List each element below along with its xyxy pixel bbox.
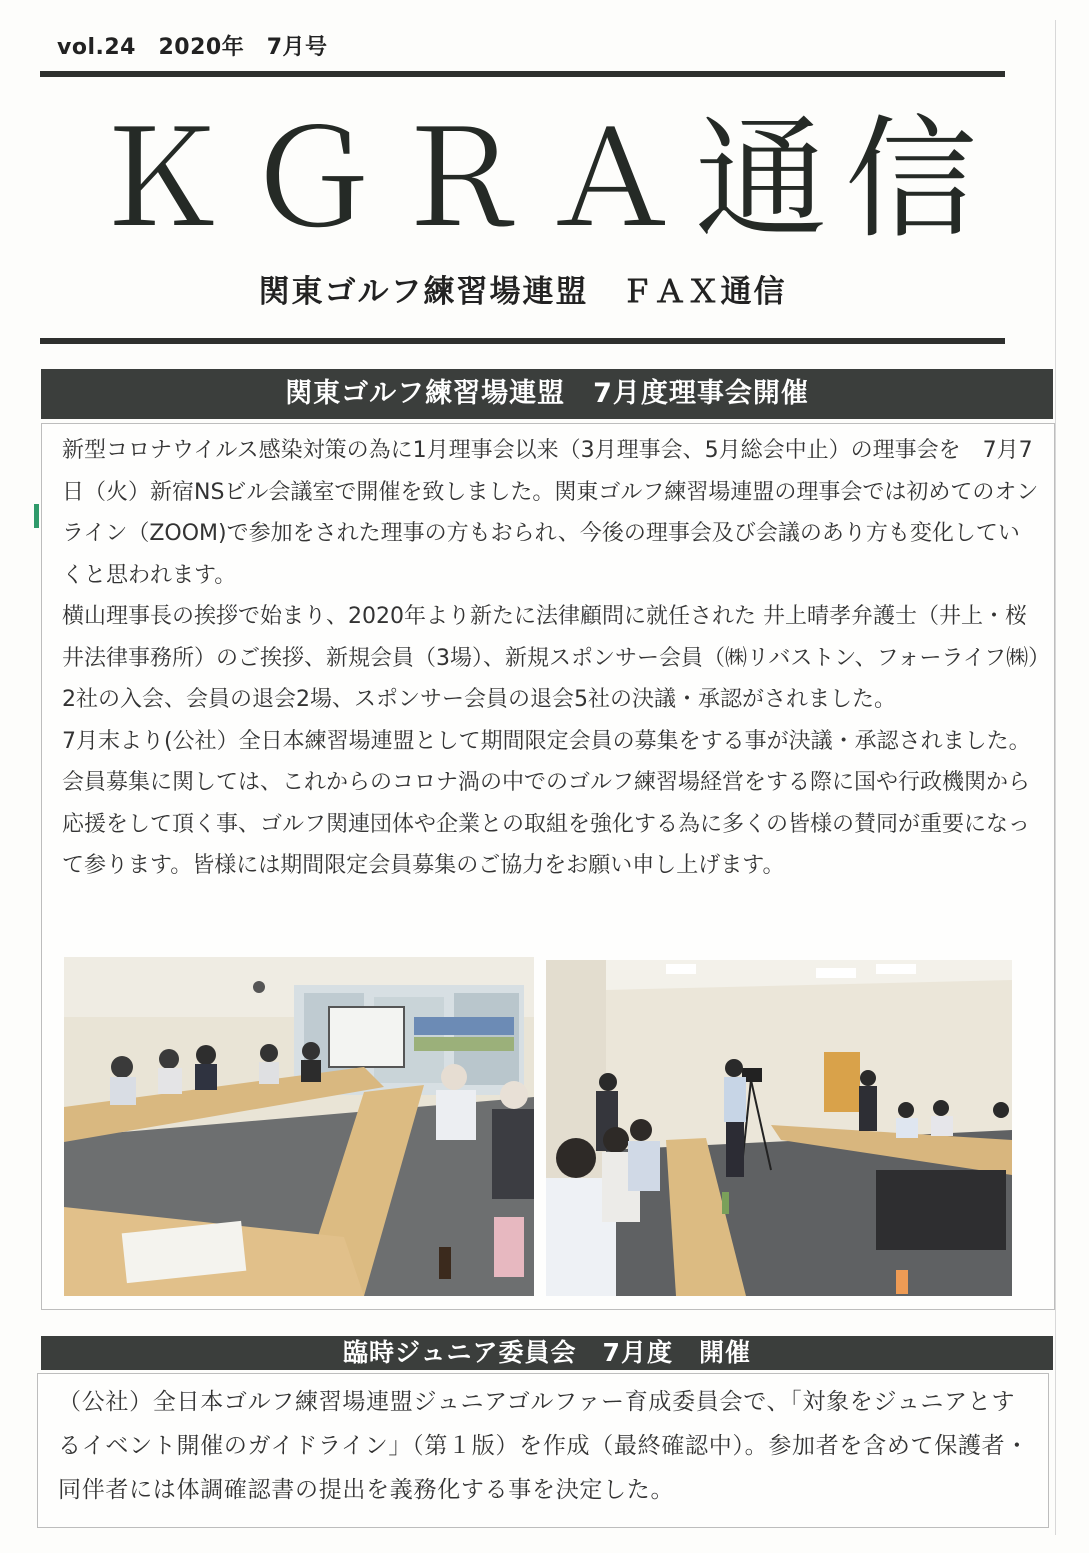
margin-mark: [34, 504, 39, 528]
junior-paragraph: （公社）全日本ゴルフ練習場連盟ジュニアゴルファー育成委員会で、「対象をジュニアとするイベント開催のガイドライン」（第１版）を作成（最終確認中）。参加者を含めて保護者・同伴者には体調確認書の提出を義務化する事を決定した。: [58, 1389, 1030, 1503]
meeting-photo-left: [64, 957, 534, 1296]
section-heading-junior-committee: 臨時ジュニア委員会 7月度 開催: [41, 1336, 1053, 1370]
issue-line: vol.24 2020年 7月号: [57, 35, 328, 60]
paragraph-2: 横山理事長の挨拶で始まり、2020年より新たに法律顧問に就任された 井上晴孝弁護士（井上・桜井法律事務所）のご挨拶、新規会員（3場）、新規スポンサー会員（㈱リバストン、フォーライフ㈱）2社の入会、会員の退会2場、スポンサー会員の退会5社の決議・承認がされました。: [62, 604, 1040, 712]
page-edge: [1055, 20, 1056, 1535]
masthead-subtitle: 関東ゴルフ練習場連盟 ＦＡＸ通信: [258, 274, 787, 310]
meeting-photo-right: [546, 960, 1012, 1296]
section-heading-board-meeting: 関東ゴルフ練習場連盟 7月度理事会開催: [41, 369, 1053, 419]
masthead-title: ＫＧＲＡ通信: [95, 103, 995, 257]
masthead-rule: [40, 338, 1005, 344]
paragraph-1: 新型コロナウイルス感染対策の為に1月理事会以来（3月理事会、5月総会中止）の理事会を 7月7日（火）新宿NSビル会議室で開催を致しました。関東ゴルフ練習場連盟の理事会では初めてのオンライン（ZOOM)で参加をされた理事の方もおられ、今後の理事会及び会議のあり方も変化していくと思われます。: [62, 438, 1039, 588]
top-rule: [40, 71, 1005, 77]
paragraph-3: 7月末より(公社）全日本練習場連盟として期間限定会員の募集をする事が決議・承認されました。会員募集に関しては、これからのコロナ渦の中でのゴルフ練習場経営をする際に国や行政機関から応援をして頂く事、ゴルフ関連団体や企業との取組を強化する為に多くの皆様の賛同が重要になって参ります。皆様には期間限定会員募集のご協力をお願い申し上げます。: [62, 728, 1031, 878]
section-body-junior-committee: [37, 1373, 1049, 1528]
